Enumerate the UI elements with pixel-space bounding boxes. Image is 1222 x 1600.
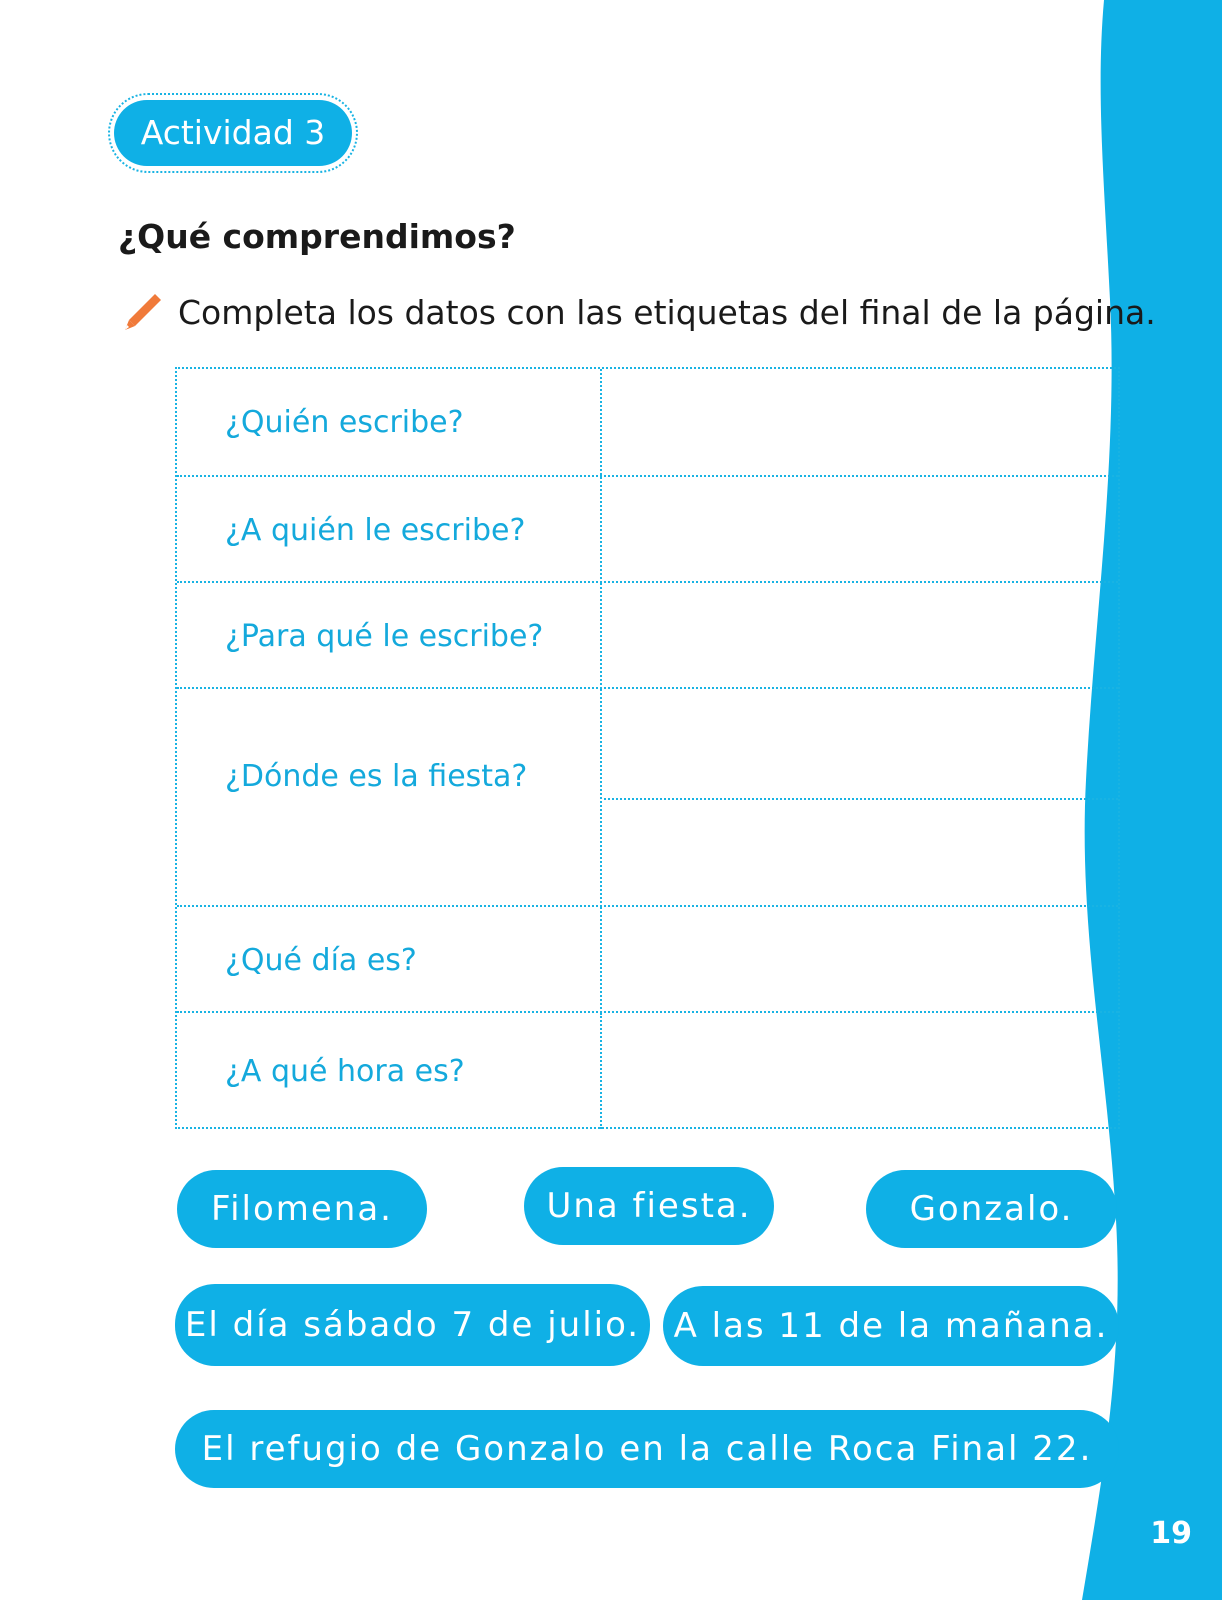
answer-cell[interactable]: [604, 1013, 1118, 1129]
question-cell: ¿A quién le escribe?: [177, 477, 602, 583]
question-cell: ¿Quién escribe?: [177, 369, 602, 475]
table-row: [177, 475, 1118, 583]
label-chip[interactable]: Gonzalo.: [866, 1170, 1117, 1248]
activity-label: Actividad 3: [114, 100, 352, 166]
question-cell: ¿Qué día es?: [177, 907, 602, 1013]
question-cell: ¿Para qué le escribe?: [177, 583, 602, 689]
label-chip[interactable]: El refugio de Gonzalo en la calle Roca Final 22.: [175, 1410, 1119, 1488]
instruction-text: Completa los datos con las etiquetas del final de la página.: [178, 292, 1156, 332]
answer-table: [175, 367, 1120, 1129]
table-row: [177, 905, 1118, 1013]
section-title: ¿Qué comprendimos?: [118, 217, 516, 256]
table-row: [177, 687, 1118, 907]
question-cell: ¿Dónde es la fiesta?: [177, 689, 602, 907]
answer-cell[interactable]: [604, 477, 1118, 583]
label-chip[interactable]: Una fiesta.: [524, 1167, 774, 1245]
table-row: [177, 581, 1118, 689]
label-chip[interactable]: A las 11 de la mañana.: [663, 1286, 1119, 1366]
activity-badge: [108, 93, 358, 173]
label-chip[interactable]: El día sábado 7 de julio.: [175, 1284, 650, 1366]
answer-cell-divider: [604, 798, 1118, 800]
label-chip[interactable]: Filomena.: [177, 1170, 427, 1248]
answer-cell[interactable]: [604, 907, 1118, 1013]
question-cell: ¿A qué hora es?: [177, 1013, 602, 1129]
pencil-icon: [120, 290, 164, 334]
answer-cell[interactable]: [604, 583, 1118, 689]
instruction: [120, 290, 1156, 334]
page-number: 19: [1150, 1516, 1192, 1551]
answer-cell[interactable]: [604, 369, 1118, 475]
table-row: [177, 1011, 1118, 1129]
table-row: [177, 369, 1118, 475]
